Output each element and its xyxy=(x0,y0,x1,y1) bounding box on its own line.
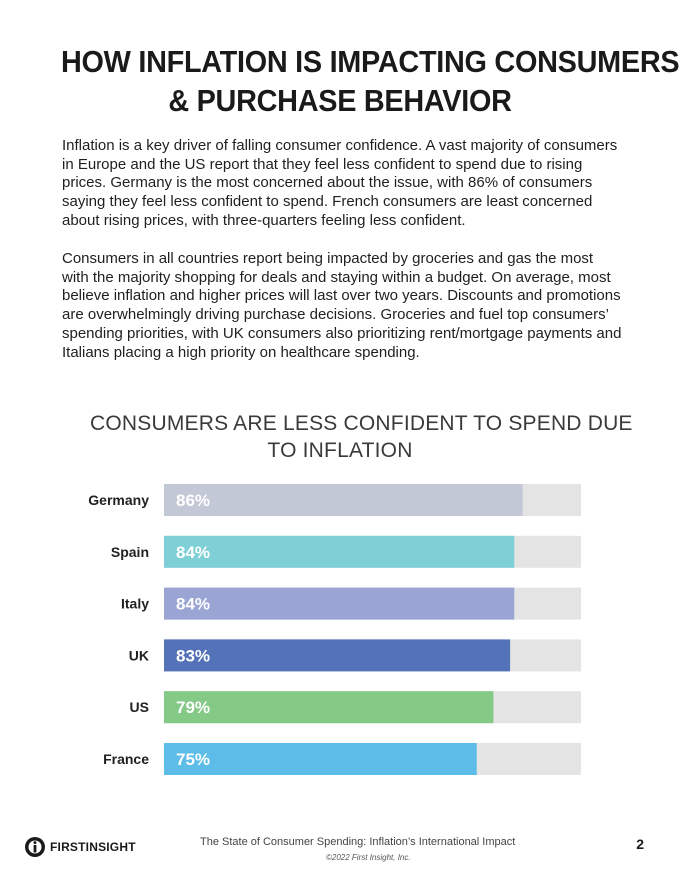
value-label-uk: 83% xyxy=(176,646,211,666)
bar-spain xyxy=(164,536,514,568)
category-label-uk: UK xyxy=(128,647,149,664)
value-label-us: 79% xyxy=(176,698,211,718)
bar-germany xyxy=(164,484,523,516)
value-label-france: 75% xyxy=(176,750,211,769)
value-label-germany: 86% xyxy=(176,491,211,510)
category-label-us: US xyxy=(129,699,149,716)
value-label-spain: 84% xyxy=(176,542,211,562)
category-label-italy: Italy xyxy=(120,595,149,612)
bar-uk xyxy=(164,639,510,671)
page-title-line-1: HOW INFLATION IS IMPACTING CONSUMERS xyxy=(61,44,680,79)
first-insight-logo-icon xyxy=(24,836,46,858)
footer-document-title: The State of Consumer Spending: Inflation’s International Impact xyxy=(200,836,516,848)
chart-title-line-2: TO INFLATION xyxy=(267,439,413,462)
page-title-line-2: & PURCHASE BEHAVIOR xyxy=(168,83,512,118)
bar-france xyxy=(164,743,477,775)
intro-paragraph: Inflation is a key driver of falling consumer confidence. A vast majority of consumers in Europe and the US report that they feel less confident to spend due to rising prices. Germany is the most concerned about the issue, with 86% of consumers saying they feel less confident to spend. French consumers are least concerned about rising prices, with three-quarters feeling less confident. xyxy=(62,137,618,229)
page-number: 2 xyxy=(636,836,644,852)
category-label-germany: Germany xyxy=(88,492,149,508)
bar-italy xyxy=(164,588,514,620)
footer-copyright: ©2022 First Insight, Inc. xyxy=(326,853,411,862)
logo-text: FIRSTINSIGHT xyxy=(50,840,136,854)
category-label-spain: Spain xyxy=(110,543,149,560)
category-label-france: France xyxy=(103,751,149,767)
bar-us xyxy=(164,691,493,723)
value-label-italy: 84% xyxy=(176,594,211,614)
details-paragraph: Consumers in all countries report being impacted by groceries and gas the most with the majority shopping for deals and staying within a budget. On average, most believe inflation and higher prices will last over two years. Discounts and promotions are overwhelmingly driving purchase decisions. Groceries and fuel top consumers’ spending priorities, with UK consumers also prioritizing rent/mortgage payments and Italians placing a high priority on healthcare spending. xyxy=(62,250,622,361)
page-footer xyxy=(0,835,680,875)
chart-title-line-1: CONSUMERS ARE LESS CONFIDENT TO SPEND DUE xyxy=(90,412,633,435)
first-insight-logo xyxy=(24,835,136,859)
